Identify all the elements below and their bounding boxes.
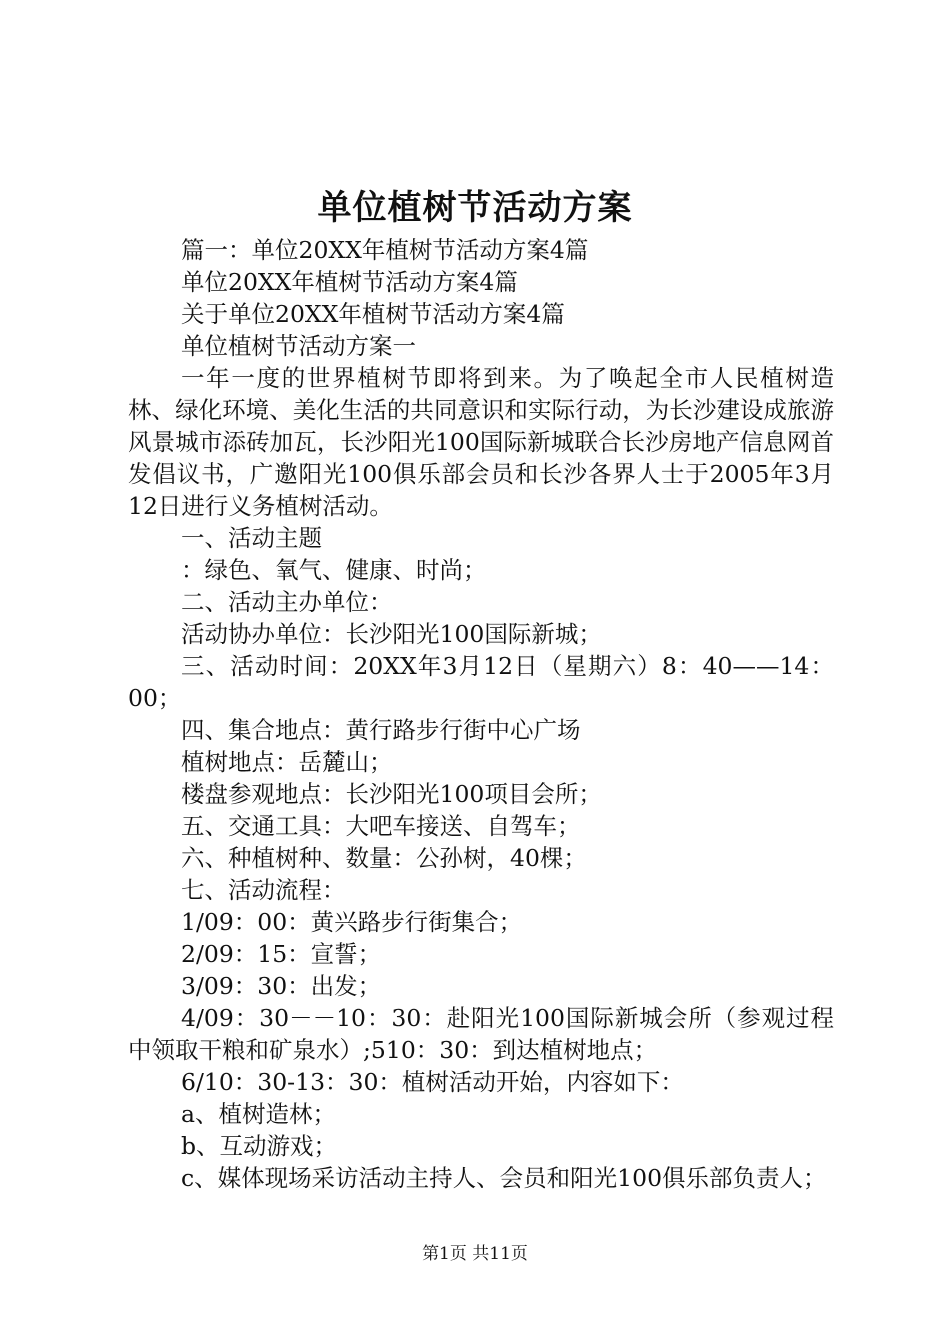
media-paragraph: c、媒体现场采访活动主持人、会员和阳光100俱乐部负责人； [181, 1164, 827, 1192]
page-number-footer: 第1页 共11页 [422, 1244, 528, 1264]
text-line: 3/09：30：出发； [181, 972, 382, 1000]
text-line: ：绿色、氧气、健康、时尚； [181, 556, 487, 584]
text-line: 单位植树节活动方案一 [181, 332, 416, 360]
text-line: 楼盘参观地点：长沙阳光100项目会所； [181, 780, 602, 808]
text-line: 篇一：单位20XX年植树节活动方案4篇 [181, 236, 589, 264]
text-line: 1/09：00：黄兴路步行街集合； [181, 908, 523, 936]
text-line: 七、活动流程： [181, 876, 346, 904]
text-line: 一、活动主题 [181, 524, 322, 552]
text-line: 植树地点：岳麓山； [181, 748, 393, 776]
intro-paragraph: 一年一度的世界植树节即将到来。为了唤起全市人民植树造林、绿化环境、美化生活的共同意识和实际行动，为长沙建设成旅游风景城市添砖加瓦，长沙阳光100国际新城联合长沙房地产信息网首发倡议书，广邀阳光100俱乐部会员和长沙各界人士于2005年3月12日进行义务植树活动。 [128, 364, 834, 520]
document-body [128, 234, 834, 1194]
text-line: 活动协办单位：长沙阳光100国际新城； [181, 620, 602, 648]
document-title: 单位植树节活动方案 [317, 188, 633, 228]
text-line: 二、活动主办单位： [181, 588, 393, 616]
text-line: 6/10：30-13：30：植树活动开始，内容如下： [181, 1068, 684, 1096]
text-line: b、互动游戏； [181, 1132, 338, 1160]
text-line: 2/09：15：宣誓； [181, 940, 382, 968]
text-line: 四、集合地点：黄行路步行街中心广场 [181, 716, 581, 744]
text-line: 六、种植树种、数量：公孙树，40棵； [181, 844, 587, 872]
text-line: 关于单位20XX年植树节活动方案4篇 [181, 300, 565, 328]
time-paragraph: 三、活动时间：20XX年3月12日（星期六）8：40——14：00； [128, 652, 834, 712]
text-line: 单位20XX年植树节活动方案4篇 [181, 268, 518, 296]
flow-paragraph: 4/09：30－－10：30：赴阳光100国际新城会所（参观过程中领取干粮和矿泉水）;510：30：到达植树地点； [128, 1004, 834, 1064]
text-line: a、植树造林； [181, 1100, 337, 1128]
text-line: 五、交通工具：大吧车接送、自驾车； [181, 812, 581, 840]
